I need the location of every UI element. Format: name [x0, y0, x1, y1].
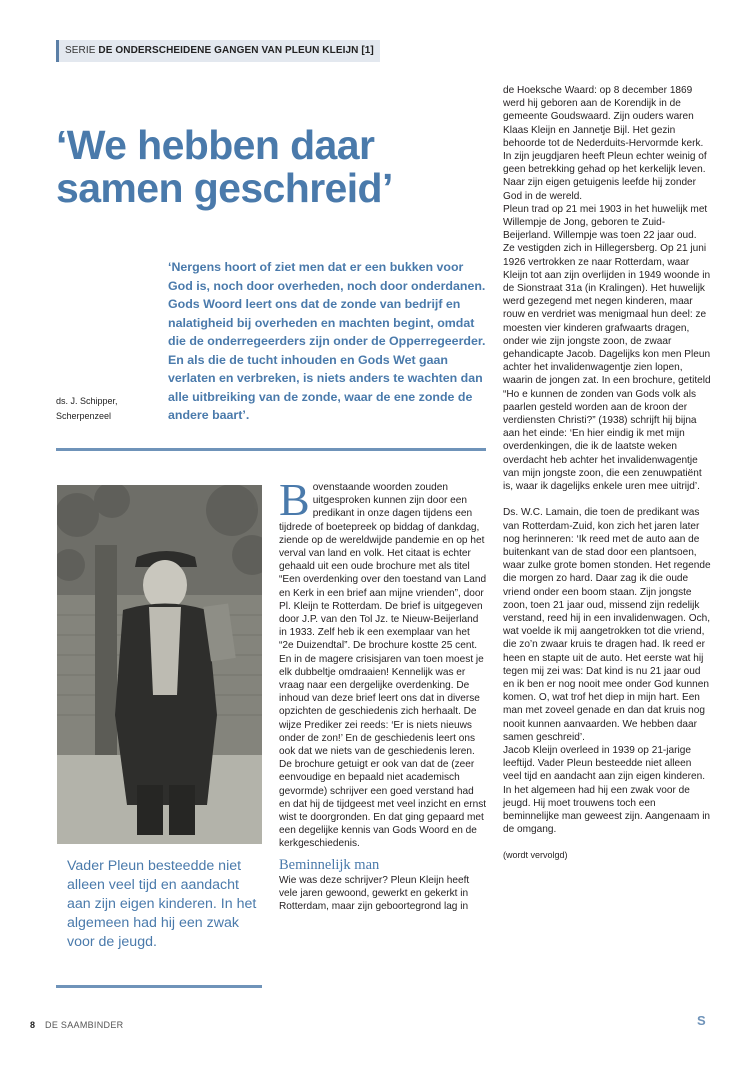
column-middle	[279, 474, 487, 913]
portrait-photo	[57, 485, 262, 844]
paragraph-birth: de Hoeksche Waard: op 8 december 1869 werd hij geboren aan de Korendijk in de gemeente Goudswaard. Zijn ouders waren Klaas Kleijn en Jannetje Bijl. Het gezin behoorde tot de Nederduits-Hervormde kerk. In zijn jeugdjaren heeft Pleun echter weinig of geen betrekking gehad op het kerkelijk leven. Naar zijn eigen getuigenis leefde hij zonder God in de wereld.	[503, 85, 707, 202]
attribution-name: ds. J. Schipper,	[56, 396, 118, 406]
magazine-name: DE SAAMBINDER	[45, 1020, 124, 1030]
photo-caption: Vader Pleun besteedde niet alleen veel tijd en aandacht aan zijn eigen kinderen. In het algemeen had hij een zwak voor de jeugd.	[67, 858, 257, 950]
series-prefix: SERIE	[65, 45, 96, 56]
after-subhead-paragraph: Wie was deze schrijver? Pleun Kleijn heeft vele jaren gewoond, gewerkt en gekerkt in Rotterdam, maar zijn geboortegrond lag in	[279, 874, 470, 913]
series-title: DE ONDERSCHEIDENE GANGEN VAN PLEUN KLEIJN [1]	[98, 45, 374, 56]
column-right	[503, 84, 711, 863]
intro-text: ovenstaande woorden zouden uitgesproken kunnen zijn door een predikant in onze dagen tijdens een tijdrede of boetepreek op biddag of dankdag, ziende op de wereldwijde pandemie en op het verval van land en volk. Het citaat is echter gehaald uit een oude brochure met als titel “Een overdenking over den toestand van Land en Kerk in een brief aan mijne vrienden”, door Pl. Kleijn te Rotterdam. De brief is uitgegeven door J.P. van den Tol Jz. te Nieuw-Beijerland in 1933. Zelf heb ik een exemplaar van het “2e Duizendtal”. De brochure kostte 25 cent. En in de magere crisisjaren van toen moest je elk dubbeltje omdraaien! Kennelijk was er vraag naar een dergelijke overdenking. De inhoud van deze brief leert ons dat in diverse opzichten de geschiedenis zich herhaalt. De wijze Prediker zei reeds: ‘Er is niets nieuws onder de zon!’ En de geschiedenis leert ons ook dat we niets van de geschiedenis leren. De brochure getuigt er ook van dat de (zeer eenvoudige en bepaald niet academisch gevormde) schrijver een goed verstand had en dat hij de tijdgeest met veel inzicht en ernst wist te doorgronden. En dat ging gepaard met een degelijke kennis van Gods Woord en de kerkgeschiedenis.	[279, 482, 487, 850]
headline-line-1: ‘We hebben daar	[56, 122, 375, 168]
page-footer	[30, 1019, 123, 1031]
series-label	[56, 40, 380, 62]
paragraph-jacob: Jacob Kleijn overleed in 1939 op 21-jarige leeftijd. Vader Pleun besteedde niet alleen veel tijd en aandacht aan zijn eigen kinderen. In het algemeen had hij een zwak voor de jeugd. Hij moet trouwens toch een beminnelijke man geweest zijn. Aangenaam in de omgang.	[503, 744, 711, 836]
page-number: 8	[30, 1020, 36, 1030]
headline-line-2: samen geschreid’	[56, 165, 393, 211]
page-title	[56, 124, 476, 210]
pull-quote: ‘Nergens hoort of ziet men dat er een bukken voor God is, noch door overheden, noch door onderdanen. Gods Woord leert ons dat de zonde van bedrijf en nalatigheid bij overheden en machten begint, omdat die de onderregeerders zijn onder de Opperregeerder. En als die de tucht inhouden en Gods Wet gaan verlaten en verbreken, is niets anders te wachten dan alle uitbreiking van de zonde, waar de ene zonde de andere baart’.	[168, 260, 486, 422]
quote-attribution	[56, 394, 156, 424]
section-divider	[56, 448, 486, 451]
end-of-article-logo: S	[697, 1013, 706, 1028]
caption-divider	[56, 985, 262, 988]
paragraph-marriage: Pleun trad op 21 mei 1903 in het huwelijk met Willempje de Jong, geboren te Zuid-Beijerland. Willempje was toen 22 jaar oud. Ze vestigden zich in Hillegersberg. Op 21 juni 1926 vertrokken ze naar Rotterdam, waar Kleijn tot aan zijn overlijden in 1949 woonde in de Sionstraat 31a (in Kralingen). Het huwelijk werd gezegend met negen kinderen, maar rouw en verdriet was menigmaal hun deel: ze moesten vier kinderen grafwaarts dragen, onder wie zijn jongste zoon, de zwaar gehandicapte Jacob. Dagelijks kon men Pleun achter het invalidenwagentje zien lopen, waarin de jongen zat. In een brochure, getiteld “Ho e kunnen de zonden van Gods volk als paarlen gesteld worden aan de kroon der verdiensten Christi?” (1938) schrijft hij bijna aan het einde: ‘En hier eindig ik met mijn overdenkingen, die ik de laatste weken overdacht heb achter het invalidenwagentje van mijn jongste zoon, die een zenuwpatiënt is, waar ik dagelijks enkele uren mee uitrijd’.	[503, 203, 711, 493]
to-be-continued: (wordt vervolgd)	[503, 850, 568, 861]
paragraph-lamain: Ds. W.C. Lamain, die toen de predikant was van Rotterdam-Zuid, kon zich het jaren later nog herinneren: ‘Ik reed met de auto aan de buitenkant van de stad door een plantsoen, waar zulke grote bomen stonden. Het regende die morgen zo hard. Daar zag ik die oude vriend onder een boom staan. Zijn jongste zoon, toen 21 jaar oud, missend zijn redelijk verstand, reed hij in een invalidenwagen. Och, wat voelde ik mij aangetrokken tot die vriend, die zo’n zwaar kruis te dragen had. Ik reed er heen en stapte uit de auto. Het eerste wat hij tegen mij zei was: Dat kind is nu 21 jaar oud en ik ben er nog nooit mee onder God kunnen komen. O, wat trof het diep in mijn hart. Een man met zoveel genade en dan dat kruis nog nooit kunnen aanvaarden. We hebben daar samen geschreid’.	[503, 507, 711, 743]
attribution-place: Scherpenzeel	[56, 411, 112, 421]
intro-paragraph	[279, 474, 487, 851]
portrait-illustration	[57, 485, 262, 844]
drop-cap: B	[279, 474, 310, 525]
section-subheading: Beminnelijk man	[279, 856, 380, 873]
